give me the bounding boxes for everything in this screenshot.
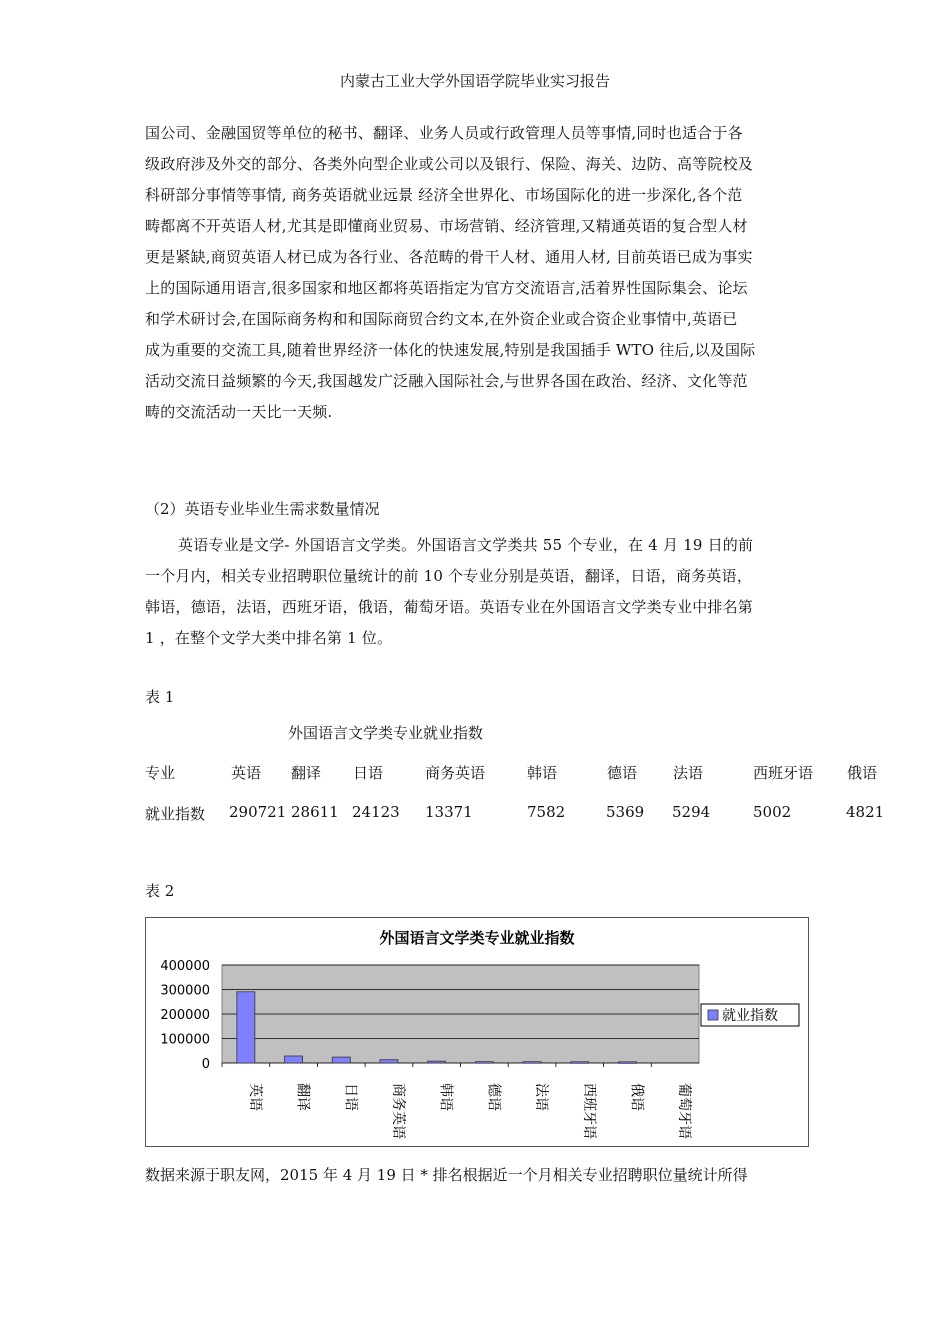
source-note: 数据来源于职友网，2015 年 4 月 19 日 * 排名根据近一个月相关专业招聘职位量统计所得 — [145, 1166, 748, 1184]
table-header-cell: 英语 — [231, 764, 262, 782]
x-axis — [222, 1063, 693, 1139]
bar — [285, 1056, 303, 1063]
table-2-label: 表 2 — [145, 882, 175, 900]
table-cell: 28611 — [291, 803, 339, 821]
chart-title: 外国语言文学类专业就业指数 — [379, 929, 575, 947]
bar-chart — [145, 917, 809, 1147]
x-tick-label: 日语 — [342, 1083, 359, 1111]
text-line: 更是紧缺,商贸英语人材已成为各行业、各范畴的骨干人材、通用人材, 目前英语已成为事实 — [145, 248, 753, 266]
y-tick-label: 400000 — [160, 959, 210, 974]
table-1-title: 外国语言文学类专业就业指数 — [288, 724, 484, 742]
chart-svg — [146, 918, 808, 1146]
text-line: 畴的交流活动一天比一天频. — [145, 403, 333, 421]
bar — [618, 1062, 636, 1064]
table-cell: 24123 — [352, 803, 400, 821]
text-line: 国公司、金融国贸等单位的秘书、翻译、业务人员或行政管理人员等事情,同时也适合于各 — [145, 124, 743, 142]
legend-swatch — [708, 1010, 718, 1020]
x-tick-label: 德语 — [485, 1083, 502, 1111]
table-header-cell: 俄语 — [847, 764, 878, 782]
text-line: 科研部分事情等事情, 商务英语就业远景 经济全世界化、市场国际化的进一步深化,各个范 — [145, 186, 743, 204]
text-line: 一个月内，相关专业招聘职位量统计的前 10 个专业分别是英语，翻译，日语，商务英语， — [145, 567, 753, 585]
table-1-label: 表 1 — [145, 688, 175, 706]
table-cell: 4821 — [846, 803, 885, 821]
table-header-cell: 德语 — [607, 764, 638, 782]
x-tick-label: 俄语 — [628, 1083, 645, 1111]
y-tick-label: 300000 — [160, 983, 210, 999]
table-header-cell: 法语 — [673, 764, 704, 782]
table-header-cell: 日语 — [353, 764, 384, 782]
y-tick-label: 0 — [201, 1057, 210, 1072]
table-cell: 7582 — [527, 803, 566, 821]
bar — [380, 1060, 398, 1063]
x-tick-label: 英语 — [246, 1083, 263, 1111]
page-header: 内蒙古工业大学外国语学院毕业实习报告 — [339, 72, 610, 90]
paragraph-1 — [145, 118, 809, 428]
bar — [475, 1062, 493, 1064]
text-line: 1 ，在整个文学大类中排名第 1 位。 — [145, 629, 393, 647]
bar — [571, 1062, 589, 1064]
paragraph-2 — [145, 530, 809, 654]
bar — [332, 1057, 350, 1063]
table-cell: 290721 — [229, 803, 287, 821]
bar — [428, 1061, 446, 1063]
table-row-label: 就业指数 — [145, 805, 206, 823]
table-header-cell: 商务英语 — [425, 764, 486, 782]
text-line: 英语专业是文学- 外国语言文学类。外国语言文学类共 55 个专业，在 4 月 19 日的前 — [178, 536, 754, 554]
text-line: 和学术研讨会,在国际商务构和和国际商贸合约文本,在外资企业或合资企业事情中,英语已 — [145, 310, 738, 328]
y-tick-label: 100000 — [160, 1032, 210, 1048]
text-line: 畴都离不开英语人材,尤其是即懂商业贸易、市场营销、经济管理,又精通英语的复合型人材 — [145, 217, 748, 235]
text-line: 活动交流日益频繁的今天,我国越发广泛融入国际社会,与世界各国在政治、经济、文化等范 — [145, 372, 748, 390]
x-tick-label: 韩语 — [437, 1083, 454, 1111]
table-cell: 13371 — [425, 803, 473, 821]
bar — [237, 992, 255, 1063]
section-heading: （2）英语专业毕业生需求数量情况 — [145, 500, 380, 518]
y-axis — [160, 959, 210, 1072]
table-cell: 5369 — [606, 803, 645, 821]
x-tick-label: 葡萄牙语 — [676, 1083, 693, 1139]
table-header-cell: 韩语 — [527, 764, 558, 782]
x-tick-label: 商务英语 — [389, 1083, 406, 1139]
x-tick-label: 翻译 — [294, 1083, 311, 1111]
x-tick-label: 法语 — [533, 1083, 550, 1111]
table-cell: 5294 — [672, 803, 711, 821]
table-cell: 5002 — [753, 803, 792, 821]
table-header-cell: 翻译 — [291, 764, 322, 782]
table-header-cell: 西班牙语 — [753, 764, 814, 782]
text-line: 上的国际通用语言,很多国家和地区都将英语指定为官方交流语言,活着界性国际集会、论坛 — [145, 279, 748, 297]
text-line: 韩语，德语，法语，西班牙语，俄语，葡萄牙语。英语专业在外国语言文学类专业中排名第 — [145, 598, 754, 616]
y-tick-label: 200000 — [160, 1008, 210, 1023]
x-tick-label: 西班牙语 — [580, 1083, 597, 1139]
text-line: 级政府涉及外交的部分、各类外向型企业或公司以及银行、保险、海关、边防、高等院校及 — [145, 155, 754, 173]
text-line: 成为重要的交流工具,随着世界经济一体化的快速发展,特别是我国插手 WTO 往后,以及国际 — [145, 341, 756, 359]
table-header-label: 专业 — [145, 764, 176, 782]
legend-label: 就业指数 — [722, 1008, 778, 1024]
bar — [523, 1062, 541, 1064]
